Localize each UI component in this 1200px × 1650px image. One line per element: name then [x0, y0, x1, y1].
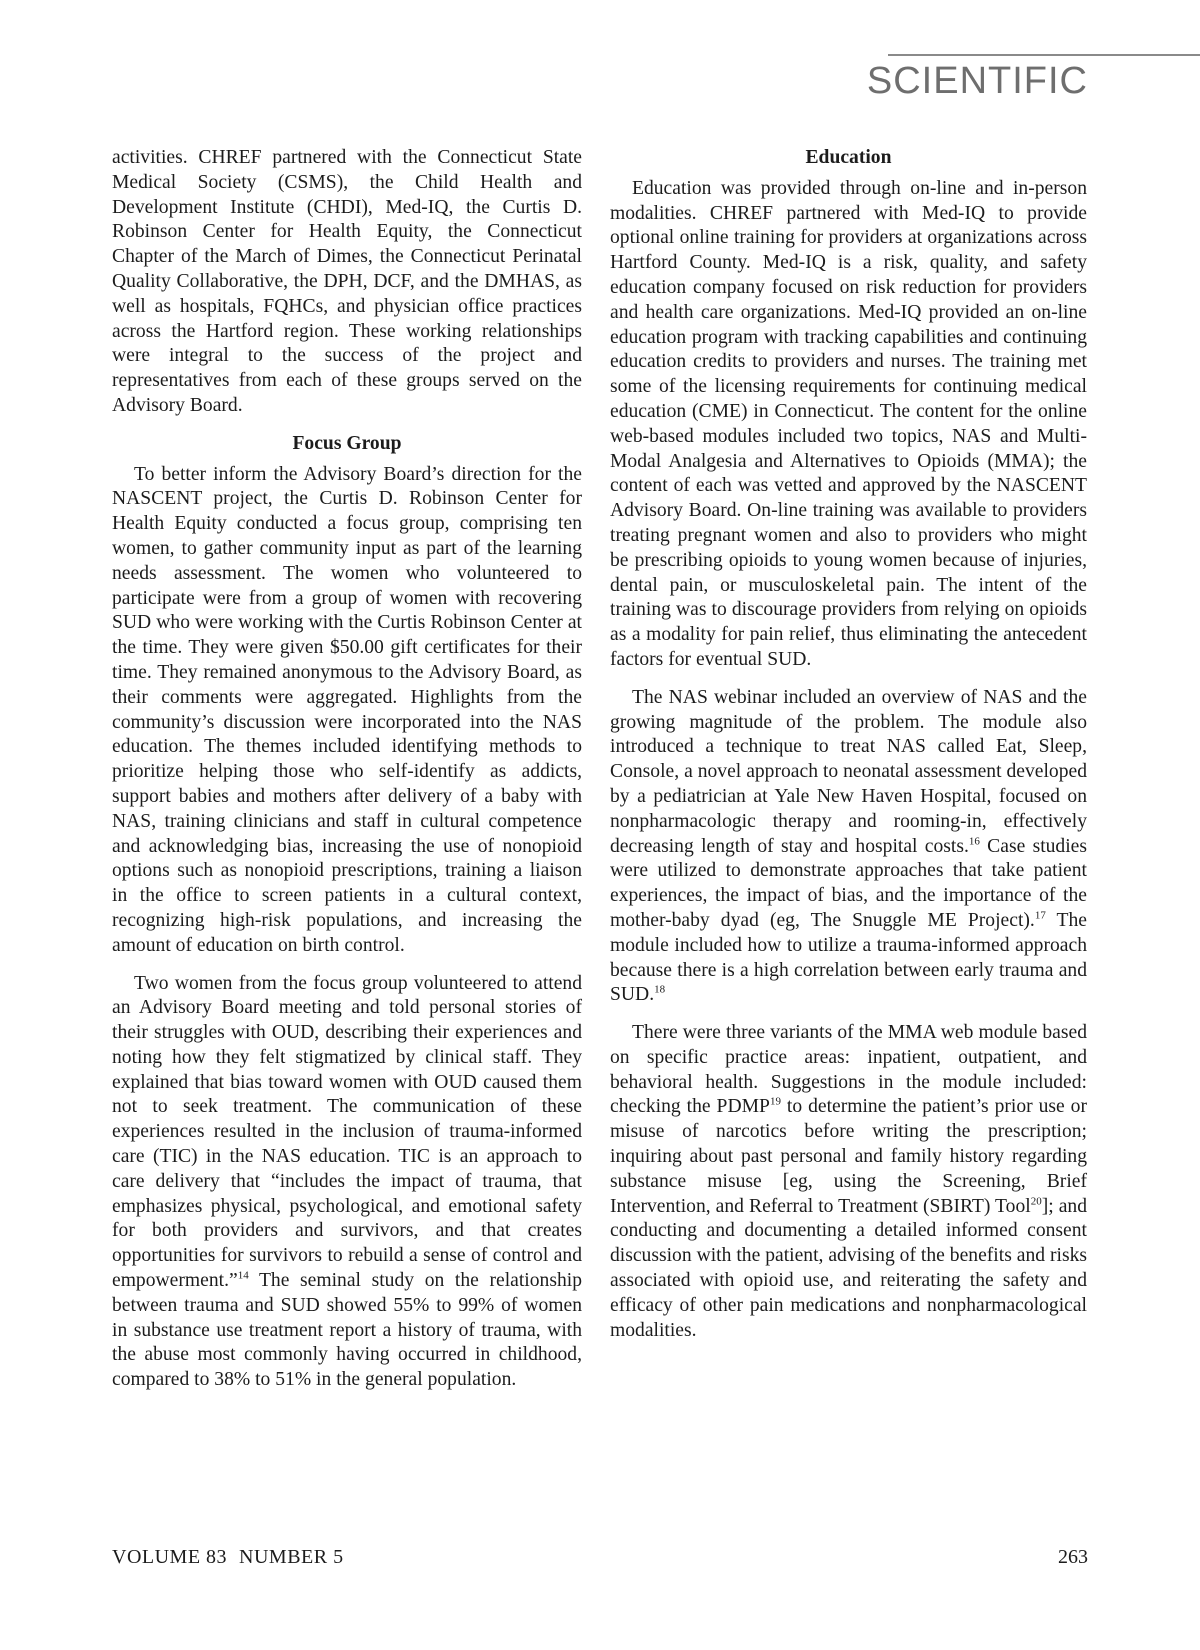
left-column — [112, 146, 582, 1406]
citation-marker: 14 — [237, 1269, 249, 1282]
text-run: The seminal study on the relationship between trauma and SUD showed 55% to 99% of women in substance use treatment report a history of trauma, with the abuse most commonly having occurred in childhood, compared to 38% to 51% in the general population. — [112, 1270, 582, 1391]
page-number: 263 — [1058, 1546, 1088, 1568]
footer-volume-number — [112, 1546, 356, 1569]
citation-marker: 18 — [654, 983, 666, 996]
text-run: to determine the patient’s prior use or misuse of narcotics before writing the prescription; inquiring about past personal and family history regarding substance misuse [eg, using the Screening, Brief Intervention, and Referral to Treatment (SBIRT) Tool — [610, 1096, 1088, 1217]
volume-label: VOLUME 83 — [112, 1546, 228, 1568]
text-run: ]; and conducting and documenting a detailed informed consent discussion with the patient, advising of the benefits and risks associated with opioid use, and reiterating the safety and efficacy of other pain medications and nonpharmacological modalities. — [610, 1195, 1087, 1341]
number-label: NUMBER 5 — [239, 1546, 344, 1568]
paragraph — [610, 1021, 1087, 1343]
heading-education: Education — [805, 147, 892, 168]
paragraph: Education was provided through on-line and in-person modalities. CHREF partnered with Med-IQ to provide optional online training for providers at organizations across Hartford County. Med-IQ is a risk, quality, and safety education company focused on risk reduction for providers and health care organizations. Med-IQ provided an on-line education program with tracking capabilities and continuing education credits to providers and nurses. The training met some of the licensing requirements for continuing medical education (CME) in Connecticut. The content for the online web-based modules included two topics, NAS and Multi-Modal Analgesia and Alternatives to Opioids (MMA); the content of each was vetted and approved by the NASCENT Advisory Board. On-line training was available to providers treating pregnant women and also to providers who might be prescribing opioids to young women because of injuries, dental pain, or musculoskeletal pain. The intent of the training was to discourage providers from relying on opioids as a modality for pain relief, thus eliminating the antecedent factors for eventual SUD. — [610, 177, 1087, 670]
paragraph — [112, 972, 582, 1394]
section-label: SCIENTIFIC — [866, 60, 1088, 102]
citation-marker: 16 — [968, 834, 980, 847]
text-run: There were three variants of the MMA web module based on specific practice areas: inpatient, outpatient, and behavioral health. Suggestions in the module included: checking the PDMP — [610, 1022, 1087, 1118]
citation-marker: 20 — [1030, 1195, 1042, 1208]
text-run: The NAS webinar included an overview of NAS and the growing magnitude of the problem. The module also introduced a technique to treat NAS called Eat, Sleep, Console, a novel approach to neonatal assessment developed by a pediatrician at Yale New Haven Hospital, focused on nonpharmacologic therapy and rooming-in, effectively decreasing length of stay and hospital costs. — [610, 686, 1087, 857]
header-rule — [888, 54, 1200, 56]
text-run: Case studies were utilized to demonstrate approaches that take patient experiences, the impact of bias, and the importance of the mother-baby dyad (eg, The Snuggle ME Project). — [610, 835, 1087, 931]
paragraph: activities. CHREF partnered with the Connecticut State Medical Society (CSMS), the Child Health and Development Institute (CHDI), Med-IQ, the Curtis D. Robinson Center for Health Equity, the Connecticut Chapter of the March of Dimes, the Connecticut Perinatal Quality Collaborative, the DPH, DCF, and the DMHAS, as well as hospitals, FQHCs, and physician office practices across the Hartford region. These working relationships were integral to the success of the project and representatives from each of these groups served on the Advisory Board. — [112, 147, 582, 416]
paragraph — [610, 686, 1087, 1008]
paragraph: To better inform the Advisory Board’s direction for the NASCENT project, the Curtis D. Robinson Center for Health Equity conducted a focus group, comprising ten women, to gather community input as part of the learning needs assessment. The women who volunteered to participate were from a group of women with recovering SUD who were working with the Curtis Robinson Center at the time. They were given $50.00 gift certificates for their time. They remained anonymous to the Advisory Board, as their comments were aggregated. Highlights from the community’s discussion were incorporated into the NAS education. The themes included identifying methods to prioritize helping those who self-identify as addicts, support babies and mothers after delivery of a baby with NAS, training clinicians and staff in cultural competence and acknowledging bias, increasing the use of nonopioid options such as nonopioid prescriptions, training a liaison in the office to screen patients in a cultural context, recognizing high-risk populations, and increasing the amount of education on birth control. — [112, 463, 582, 956]
right-column — [610, 146, 1087, 1356]
citation-marker: 17 — [1034, 909, 1046, 922]
text-run: The module included how to utilize a trauma-informed approach because there is a high correlation between early trauma and SUD. — [610, 909, 1087, 1006]
heading-focus-group: Focus Group — [292, 432, 402, 454]
citation-marker: 19 — [769, 1095, 781, 1108]
text-run: Two women from the focus group volunteered to attend an Advisory Board meeting and told personal stories of their struggles with OUD, describing their experiences and noting how they felt stigmatized by clinical staff. They explained that bias toward women with OUD caused them not to seek treatment. The communication of these experiences resulted in the inclusion of trauma-informed care (TIC) in the NAS education. TIC is an approach to care delivery that “includes the impact of trauma, that emphasizes physical, psychological, and emotional safety for both providers and survivors, and that creates opportunities for survivors to rebuild a sense of control and empowerment.” — [112, 972, 582, 1292]
